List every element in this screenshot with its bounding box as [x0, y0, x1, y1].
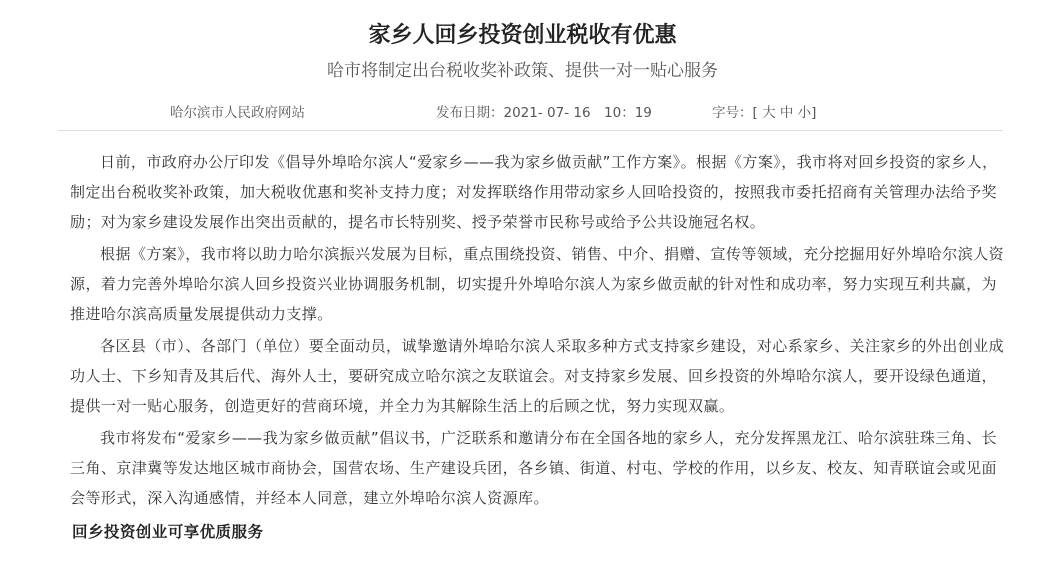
font-small-button[interactable]: 小: [797, 105, 812, 121]
source: 哈尔滨市人民政府网站: [170, 105, 305, 121]
font-large-button[interactable]: 大: [762, 105, 776, 121]
article-title: 家乡人回乡投资创业税收有优惠: [368, 23, 677, 48]
divider: [58, 130, 1003, 131]
date-value: 2021- 07- 16 10：19: [503, 105, 652, 121]
paragraph: 我市将发布“爱家乡——我为家乡做贡献”倡议书，广泛联系和邀请分布在全国各地的家乡人，充分发挥黑龙江、哈尔滨驻珠三角、长三角、京津冀等发达地区城市商协会，国营农场、生产建设兵团，各乡镇、街道、村屯、学校的作用，以乡友、校友、知青联谊会或见面会等形式，深入沟通感情，并经本人同意，建立外埠哈尔滨人资源库。: [70, 429, 998, 507]
date-label: 发布日期：: [436, 105, 504, 121]
bracket: ]: [811, 105, 817, 121]
paragraph: 根据《方案》，我市将以助力哈尔滨振兴发展为目标，重点围绕投资、销售、中介、捐赠、宣传等领域，充分挖掘用好外埠哈尔滨人资源，着力完善外埠哈尔滨人回乡投资兴业协调服务机制，切实提升外埠哈尔滨人为家乡做贡献的针对性和成功率，努力实现互利共赢，为推进哈尔滨高质量发展提供动力支撑。: [70, 245, 1005, 323]
paragraph: 各区县（市）、各部门（单位）要全面动员，诚挚邀请外埠哈尔滨人采取多种方式支持家乡建设，对心系家乡、关注家乡的外出创业成功人士、下乡知青及其后代、海外人士，要研究成立哈尔滨之友联谊会。对支持家乡发展、回乡投资的外埠哈尔滨人，要开设绿色通道，提供一对一贴心服务，创造更好的营商环境，并全力为其解除生活上的后顾之忧，努力实现双赢。: [70, 337, 1005, 415]
font-size-control: [712, 101, 816, 121]
bracket: [: [752, 105, 758, 121]
section-heading: 回乡投资创业可享优质服务: [72, 523, 264, 541]
paragraph: 日前，市政府办公厅印发《倡导外埠哈尔滨人“爱家乡——我为家乡做贡献”工作方案》。根据《方案》，我市将对回乡投资的家乡人，制定出台税收奖补政策，加大税收优惠和奖补支持力度；对发挥联络作用带动家乡人回哈投资的，按照我市委托招商有关管理办法给予奖励；对为家乡建设发展作出突出贡献的，提名市长特别奖、授予荣誉市民称号或给予公共设施冠名权。: [70, 153, 998, 231]
article-body: [70, 147, 1007, 547]
font-size-label: 字号：: [712, 105, 753, 121]
article-subtitle: 哈市将制定出台税收奖补政策、提供一对一贴心服务: [327, 61, 718, 81]
publish-date: [436, 101, 652, 121]
font-medium-button[interactable]: 中: [779, 105, 794, 121]
